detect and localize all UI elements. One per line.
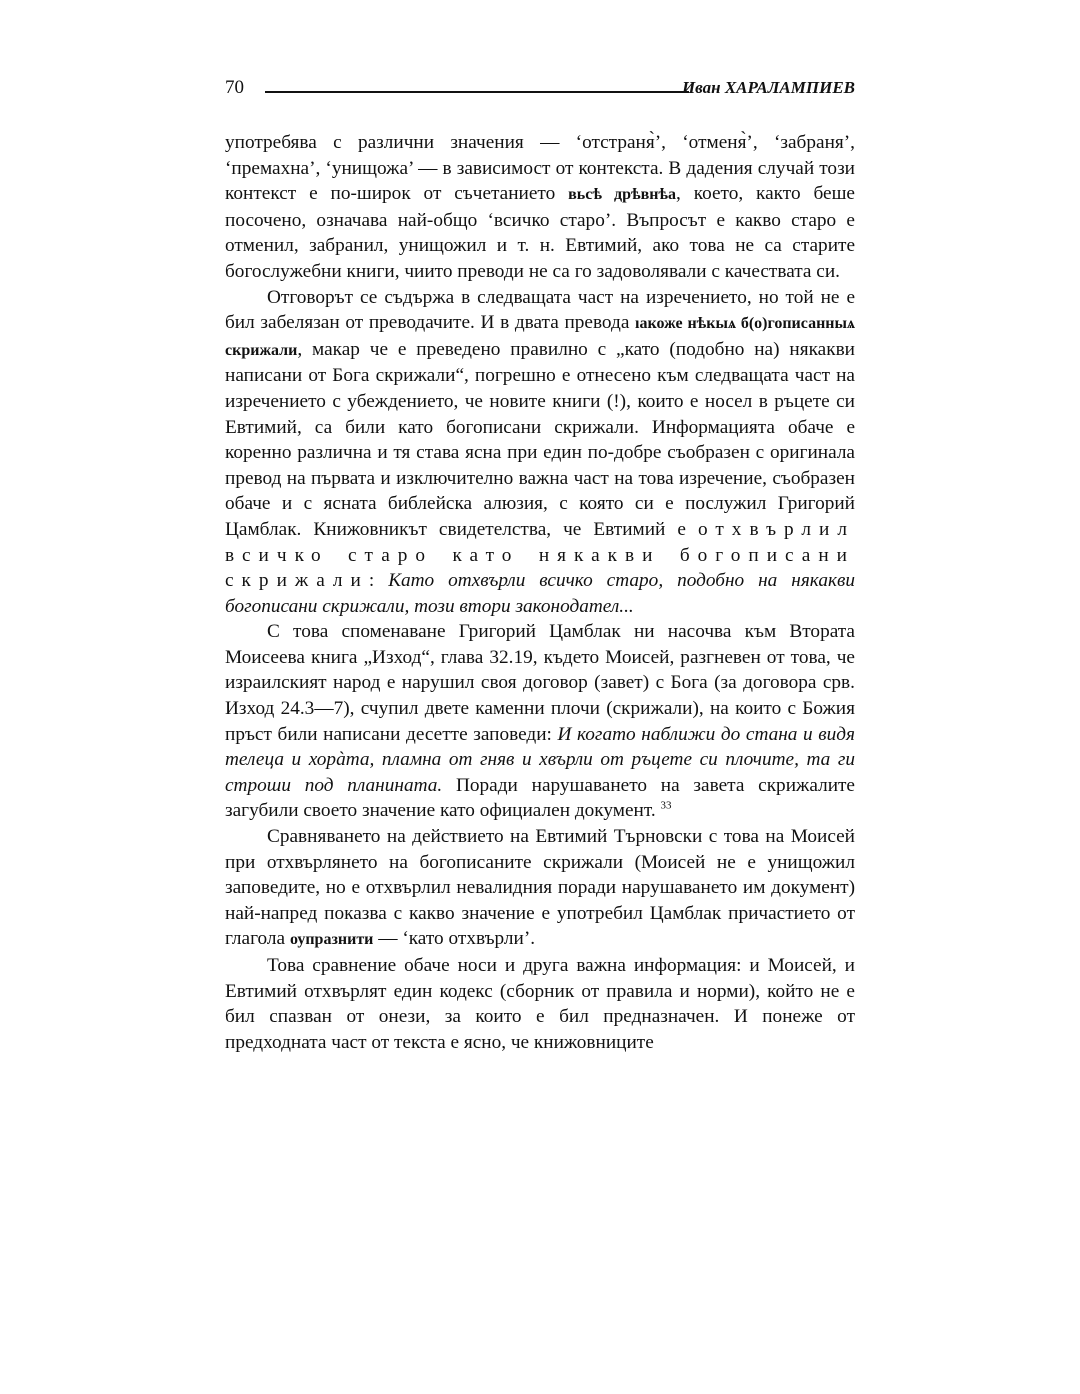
slavonic-quote: вьсѣ дрѣвнѣа bbox=[568, 186, 677, 204]
paragraph-2-colon: : bbox=[368, 570, 389, 592]
paragraph-5 bbox=[225, 953, 855, 1055]
paragraph-5-text: Това сравнение обаче носи и друга важна информация: и Моисей, и Евтимий отхвърлят един кодекс (сборник от правила и норми), който не е бил спазван от онези, за които е бил предназначен. И понеже от предходната част от текста е ясно, че книжовниците bbox=[225, 955, 855, 1053]
footnote-marker: 33 bbox=[660, 800, 672, 813]
slavonic-quote: ıакоже нѣкыѧ б(о)гописанныѧ скрижали bbox=[225, 315, 855, 359]
paragraph-1-text-end: , което, както беше посочено, означава най-общо ‘всичко старо’. Въпросът е какво старо е отменил, забранил, унищожил и т. н. Евтимий, ако това не са старите богослужебни книги, чиито преводи не са го задоволявали с качествата си. bbox=[225, 183, 855, 282]
paragraph-1-text: употребява с различни значения — ‘отстраня̀’, ‘отменя̀’, ‘забраня’, ‘премахна’, ‘унищожа’ — в зависимост от контекста. В дадения случай този контекст е по-широк от съчетанието bbox=[225, 132, 855, 205]
paragraph-2 bbox=[225, 285, 855, 620]
paragraph-4 bbox=[225, 824, 855, 953]
paragraph-2-text: Отговорът се съдържа в следващата част на изречението, но той не е бил забелязан от преводачите. И в двата превода bbox=[225, 286, 855, 334]
spaced-emphasis: отхвърлил всичко старо като някакви богописани скрижали bbox=[225, 518, 855, 592]
paragraph-4-text: Сравняването на действието на Евтимий Търновски с това на Моисей при отхвърлянето на богописаните скрижали (Моисей не е унищожил заповедите, но е отхвърлил невалидния поради нарушаването им документ) най-напред показва с какво значение е употребил Цамблак причастието от глагола bbox=[225, 826, 855, 950]
page-header bbox=[225, 76, 855, 100]
paragraph-3-text-end: Поради нарушаването на завета скрижалите загубили своето значение като официален документ. bbox=[225, 774, 855, 822]
italic-quotation: И когато наближи до стана и видя телеца и хорàта, пламна от гняв и хвърли от ръцете си плочите, та ги строши под планината. bbox=[225, 723, 856, 796]
paragraph-1 bbox=[225, 130, 855, 285]
body-text bbox=[225, 130, 855, 1055]
header-rule bbox=[265, 91, 689, 93]
paragraph-3-text: С това споменаване Григорий Цамблак ни насочва към Втората Моисеева книга „Изход“, глава 32.19, където Моисей, разгневен от това, че израилският народ е нарушил своя договор (завет) с Бога (за договора срв. Изход 24.3—7), счупил двете каменни плочи (скрижали), на които с Божия пръст били написани десетте заповеди: bbox=[225, 621, 855, 745]
italic-translation: Като отхвърли всичко старо, подобно на някакви богописани скрижали, този втори законодател... bbox=[225, 570, 855, 617]
paragraph-2-text-mid: , макар че е преведено правилно с „като (подобно на) някакви написани от Бога скрижали“, погрешно е отнесено към следващата част на изречението с убеждението, че новите книги (!), които е носел в ръцете си Евтимий, са били като богописани скрижали. Информацията обаче е коренно различна и тя става ясна при един по-добре съобразен с оригинала превод на първата и изключително важна част на това изречение, съобразен обаче и с ясната библейска алюзия, с която си е послужил Григорий Цамблак. Книжовникът свидетелства, че Евтимий е bbox=[225, 338, 855, 540]
slavonic-quote: оупразнити bbox=[289, 931, 374, 949]
paragraph-3 bbox=[225, 619, 855, 824]
running-head: Иван ХАРАЛАМПИЕВ bbox=[681, 78, 855, 97]
page-number: 70 bbox=[225, 77, 244, 98]
paragraph-4-text-end: — ‘като отхвърли’. bbox=[373, 928, 536, 950]
